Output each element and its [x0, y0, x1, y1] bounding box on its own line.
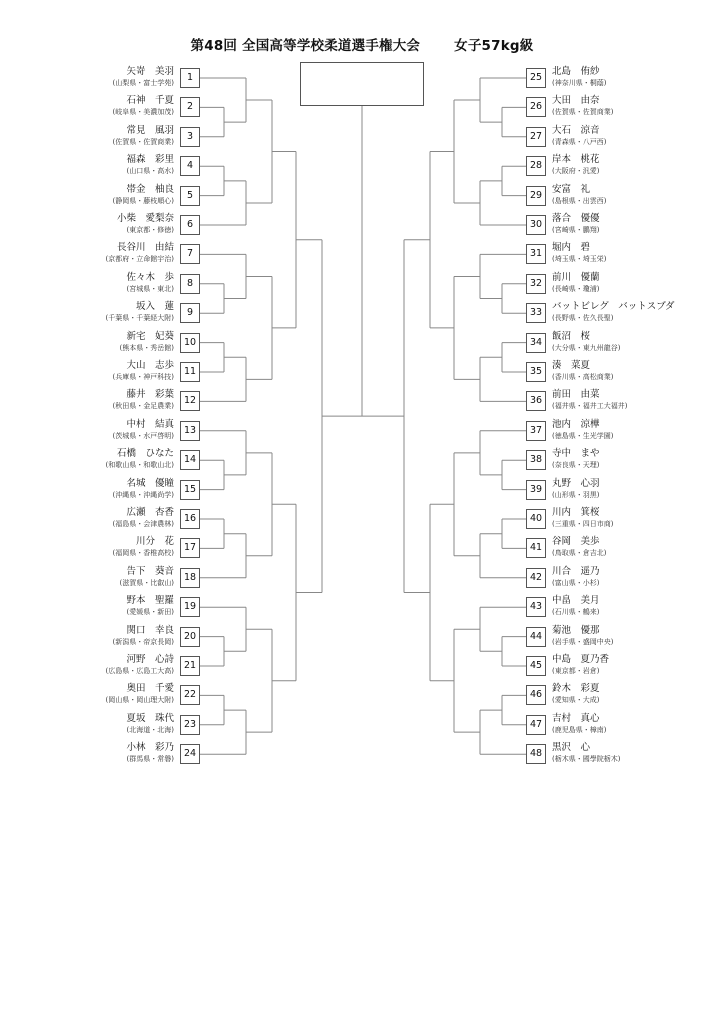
player-name: 常見 風羽: [126, 124, 174, 136]
seed-number: 17: [180, 538, 200, 558]
player-name: 岸本 桃花: [552, 154, 600, 166]
player-name: 黒沢 心: [552, 742, 591, 754]
seed-number: 48: [526, 744, 546, 764]
tournament-name: 第48回 全国高等学校柔道選手権大会: [190, 38, 421, 54]
seed-number: 30: [526, 215, 546, 235]
seed-number: 22: [180, 685, 200, 705]
player-affiliation: (北海道・北海): [126, 725, 174, 734]
player-affiliation: (徳島県・生光学園): [552, 431, 614, 440]
player-name: 坂入 蓮: [135, 301, 174, 313]
player-affiliation: (福島県・会津農林): [112, 520, 174, 528]
player-name: 小林 彩乃: [126, 742, 174, 754]
player-affiliation: (島根県・出雲西): [552, 196, 607, 205]
player-affiliation: (和歌山県・和歌山北): [105, 461, 174, 470]
player-name: 池内 涼樺: [552, 418, 600, 430]
player-name: 告下 葵音: [126, 565, 174, 577]
seed-number: 12: [180, 391, 200, 411]
seed-number: 2: [180, 97, 200, 117]
player-name: 吉村 真心: [552, 712, 600, 724]
player-name: 野本 聖羅: [126, 595, 174, 607]
player-name: 鈴木 彩夏: [552, 683, 600, 695]
seed-number: 8: [180, 274, 200, 294]
player-affiliation: (山梨県・富士学苑): [112, 79, 174, 87]
player-affiliation: (山形県・羽黒): [552, 490, 600, 499]
seed-number: 36: [526, 391, 546, 411]
player-affiliation: (鹿児島県・樟南): [552, 725, 607, 734]
player-name: 奥田 千愛: [126, 683, 174, 695]
player-name: バットビレグ バットスブダ: [552, 301, 675, 313]
player-affiliation: (富山県・小杉): [552, 578, 600, 587]
seed-number: 44: [526, 627, 546, 647]
player-affiliation: (長崎県・瓊浦): [552, 284, 600, 293]
seed-number: 32: [526, 274, 546, 294]
player-affiliation: (埼玉県・埼玉栄): [552, 255, 607, 264]
weight-class: 女子57kg級: [454, 38, 534, 54]
player-name: 前田 由菜: [552, 389, 600, 401]
player-name: 矢嵜 美羽: [126, 66, 174, 77]
player-affiliation: (広島県・広島工大高): [105, 667, 174, 675]
player-name: 福森 彩里: [126, 154, 174, 166]
seed-number: 18: [180, 568, 200, 588]
player-name: 名城 優瞳: [126, 477, 174, 489]
player-affiliation: (奈良県・天理): [552, 461, 600, 470]
seed-number: 33: [526, 303, 546, 323]
seed-number: 25: [526, 68, 546, 88]
player-name: 中村 結真: [126, 418, 174, 430]
player-name: 落合 優優: [552, 213, 600, 224]
player-affiliation: (沖縄県・沖縄尚学): [112, 490, 174, 499]
seed-number: 14: [180, 450, 200, 470]
player-name: 川内 箕桜: [552, 507, 600, 518]
seed-number: 15: [180, 480, 200, 500]
player-affiliation: (群馬県・常磐): [126, 755, 174, 764]
player-name: 夏坂 珠代: [126, 712, 174, 724]
seed-number: 38: [526, 450, 546, 470]
seed-number: 40: [526, 509, 546, 529]
seed-number: 21: [180, 656, 200, 676]
seed-number: 4: [180, 156, 200, 176]
player-name: 長谷川 由結: [116, 242, 174, 254]
player-affiliation: (山口県・高水): [126, 167, 174, 176]
player-name: 菊池 優那: [552, 624, 600, 636]
seed-number: 24: [180, 744, 200, 764]
player-name: 広瀬 杏香: [126, 507, 174, 518]
player-affiliation: (滋賀県・比叡山): [119, 578, 174, 587]
player-affiliation: (宮城県・東北): [126, 284, 174, 293]
player-affiliation: (茨城県・水戸啓明): [112, 431, 174, 440]
seed-number: 45: [526, 656, 546, 676]
player-affiliation: (愛媛県・新田): [126, 608, 174, 617]
player-name: 安富 礼: [552, 183, 591, 195]
seed-number: 34: [526, 333, 546, 353]
player-name: 川分 花: [135, 536, 174, 548]
seed-number: 6: [180, 215, 200, 235]
seed-number: 46: [526, 685, 546, 705]
player-affiliation: (岡山県・岡山理大附): [105, 696, 174, 705]
seed-number: 3: [180, 127, 200, 147]
player-affiliation: (福井県・福井工大福井): [552, 402, 628, 411]
seed-number: 28: [526, 156, 546, 176]
seed-number: 42: [526, 568, 546, 588]
seed-number: 11: [180, 362, 200, 382]
player-affiliation: (大阪府・汎愛): [552, 167, 600, 176]
seed-number: 26: [526, 97, 546, 117]
player-name: 大石 涼音: [552, 124, 600, 136]
seed-number: 7: [180, 244, 200, 264]
player-name: 佐々木 歩: [126, 271, 174, 283]
player-name: 中島 夏乃香: [552, 654, 610, 665]
seed-number: 16: [180, 509, 200, 529]
player-affiliation: (静岡県・藤枝順心): [112, 196, 174, 205]
player-affiliation: (長野県・佐久長聖): [552, 314, 614, 323]
seed-number: 39: [526, 480, 546, 500]
player-affiliation: (石川県・鶴来): [552, 608, 600, 617]
player-name: 帯金 柚良: [126, 183, 174, 195]
player-name: 丸野 心羽: [552, 477, 600, 489]
player-affiliation: (愛知県・大成): [552, 696, 600, 705]
player-affiliation: (香川県・高松商業): [552, 373, 614, 381]
player-affiliation: (東京都・修徳): [126, 226, 174, 234]
seed-number: 43: [526, 597, 546, 617]
player-name: 藤井 彩葉: [126, 389, 174, 401]
seed-number: 13: [180, 421, 200, 441]
seed-number: 37: [526, 421, 546, 441]
player-name: 新宅 妃葵: [126, 330, 174, 342]
player-name: 谷岡 美歩: [552, 536, 600, 548]
seed-number: 1: [180, 68, 200, 88]
player-affiliation: (佐賀県・佐賀商業): [112, 137, 174, 146]
player-name: 湊 菜夏: [552, 360, 591, 371]
player-affiliation: (岩手県・盛岡中央): [552, 637, 614, 646]
player-name: 石神 千夏: [126, 95, 174, 107]
player-affiliation: (神奈川県・桐蔭): [552, 79, 607, 87]
seed-number: 23: [180, 715, 200, 735]
player-affiliation: (三重県・四日市商): [552, 520, 614, 528]
seed-number: 5: [180, 186, 200, 206]
seed-number: 31: [526, 244, 546, 264]
seed-number: 47: [526, 715, 546, 735]
player-affiliation: (福岡県・香椎高校): [112, 549, 174, 558]
player-affiliation: (岐阜県・美濃加茂): [112, 108, 174, 117]
seed-number: 10: [180, 333, 200, 353]
player-affiliation: (熊本県・秀岳館): [119, 343, 174, 352]
seed-number: 29: [526, 186, 546, 206]
player-affiliation: (兵庫県・神戸科技): [112, 373, 174, 381]
seed-number: 27: [526, 127, 546, 147]
player-affiliation: (青森県・八戸西): [552, 137, 607, 146]
seed-number: 20: [180, 627, 200, 647]
player-affiliation: (京都府・立命館宇治): [105, 255, 174, 264]
player-name: 堀内 碧: [552, 242, 591, 254]
seed-number: 9: [180, 303, 200, 323]
player-name: 大山 志歩: [126, 360, 174, 371]
player-affiliation: (栃木県・國學院栃木): [552, 755, 621, 764]
player-affiliation: (東京都・岩倉): [552, 667, 600, 675]
player-affiliation: (千葉県・千葉経大附): [105, 314, 174, 323]
player-name: 北島 侑紗: [552, 66, 600, 77]
player-name: 寺中 まや: [552, 448, 600, 460]
player-name: 小柴 愛梨奈: [116, 213, 174, 224]
player-affiliation: (新潟県・帝京長岡): [112, 637, 174, 646]
player-affiliation: (鳥取県・倉吉北): [552, 549, 607, 558]
player-affiliation: (大分県・東九州龍谷): [552, 343, 621, 352]
player-affiliation: (宮崎県・鵬翔): [552, 226, 600, 234]
player-affiliation: (佐賀県・佐賀商業): [552, 108, 614, 117]
player-name: 飯沼 桜: [552, 330, 591, 342]
winner-box: [300, 62, 424, 106]
player-affiliation: (秋田県・金足農業): [112, 402, 174, 411]
player-name: 関口 幸良: [126, 624, 174, 636]
seed-number: 35: [526, 362, 546, 382]
player-name: 河野 心詩: [126, 654, 174, 665]
player-name: 前川 優蘭: [552, 271, 600, 283]
seed-number: 41: [526, 538, 546, 558]
player-name: 川合 遥乃: [552, 565, 600, 577]
player-name: 石橋 ひなた: [116, 448, 174, 460]
seed-number: 19: [180, 597, 200, 617]
player-name: 大田 由奈: [552, 95, 600, 107]
player-name: 中畠 美月: [552, 595, 600, 607]
